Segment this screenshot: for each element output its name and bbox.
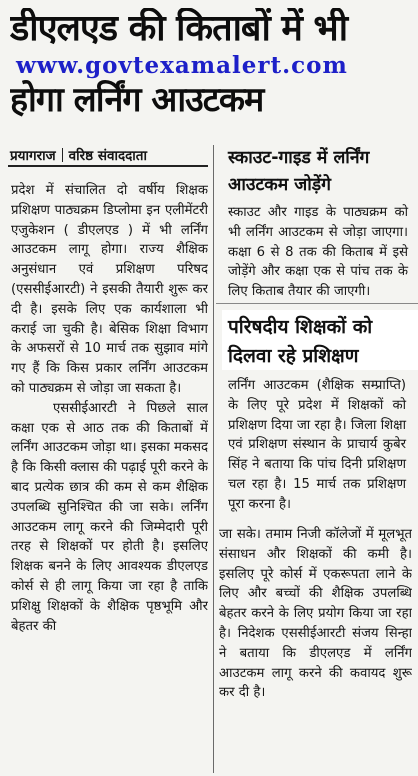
left-paragraph-1: प्रदेश में संचालित दो वर्षीय शिक्षक प्रशिक्षण पाठ्यक्रम डिप्लोमा इन एलीमेंटरी एजुकेशन ( डीएलएड ) में भी लर्निंग आउटकम लागू होगा। राज्य शैक्षिक अनुसंधान एवं प्रशिक्षण परिषद (एससीईआरटी) ने इसकी तैयारी शुरू कर दी है। इसके लिए एक कार्यशाला भी कराई जा चुकी है। बेसिक शिक्षा विभाग के अफसरों से 10 मार्च तक सुझाव मांगे गए हैं कि किस प्रकार लर्निंग आउटकम को पाठ्यक्रम से जोड़ा जा सकता है। xyxy=(11,183,208,396)
byline-rule xyxy=(8,165,208,167)
box1-body: स्काउट और गाइड के पाठ्यक्रम को भी लर्निंग आउटकम से जोड़ा जाएगा। कक्षा 6 से 8 तक की किताब में इसे जोड़ेंगे और कक्षा एक से पांच तक के लिए किताब तैयार की जाएगी। xyxy=(228,205,408,300)
headline-line-2: होगा लर्निंग आउटकम xyxy=(10,80,264,120)
watermark-url: www.govtexamalert.com xyxy=(16,52,348,79)
byline-reporter: वरिष्ठ संवाददाता xyxy=(68,148,147,164)
left-column xyxy=(11,181,208,776)
box1-title: स्काउट-गाइड में लर्निंग आउटकम जोड़ेंगे xyxy=(228,148,370,195)
byline xyxy=(10,146,147,164)
box2-title: परिषदीय शिक्षकों को दिलवा रहे प्रशिक्षण xyxy=(228,316,373,367)
right-column-continuation: जा सके। तमाम निजी कॉलेजों में मूलभूत संसाधन और शिक्षकों की कमी है। इसलिए पूरे कोर्स में एकरूपता लाने के लिए और बच्चों की शैक्षिक उपलब्धि बेहतर करने के लिए प्रयोग किया जा रहा है। निदेशक एससीईआरटी संजय सिन्हा ने बताया कि डीएलएड में लर्निंग आउटकम लागू करने की कवायद शुरू कर दी है। xyxy=(219,527,412,701)
headline-line-1: डीएलएड की किताबों में भी xyxy=(10,8,348,49)
byline-place: प्रयागराज xyxy=(10,148,56,164)
byline-separator xyxy=(62,148,63,162)
left-paragraph-2: एससीईआरटी ने पिछले साल कक्षा एक से आठ तक की किताबों में लर्निंग आउटकम जोड़ा था। इसका मकसद है कि किसी क्लास की पढ़ाई पूरी करने के बाद प्रत्येक छात्र की कम से कम शैक्षिक उपलब्धि सुनिश्चित की जा सके। लर्निंग आउटकम लागू करने की जिम्मेदारी पूरी तरह से शिक्षकों पर होती है। इसलिए शिक्षक बनने के लिए आवश्यक डीएलएड कोर्स से ही लागू किया जा रहा है ताकि प्रशिक्षु शिक्षकों के शैक्षिक पृष्ठभूमि और बेहतर की xyxy=(11,400,208,634)
box-separator xyxy=(216,303,418,304)
box2-body: लर्निंग आउटकम (शैक्षिक सम्प्राप्ति) के लिए पूरे प्रदेश में शिक्षकों को प्रशिक्षण दिया जा रहा है। जिला शिक्षा एवं प्रशिक्षण संस्थान के प्राचार्य कुबेर सिंह ने बताया कि पांच दिनी प्रशिक्षण चल रहा है। 15 मार्च तक प्रशिक्षण पूरा करना है। xyxy=(228,378,406,512)
column-divider xyxy=(213,145,214,773)
